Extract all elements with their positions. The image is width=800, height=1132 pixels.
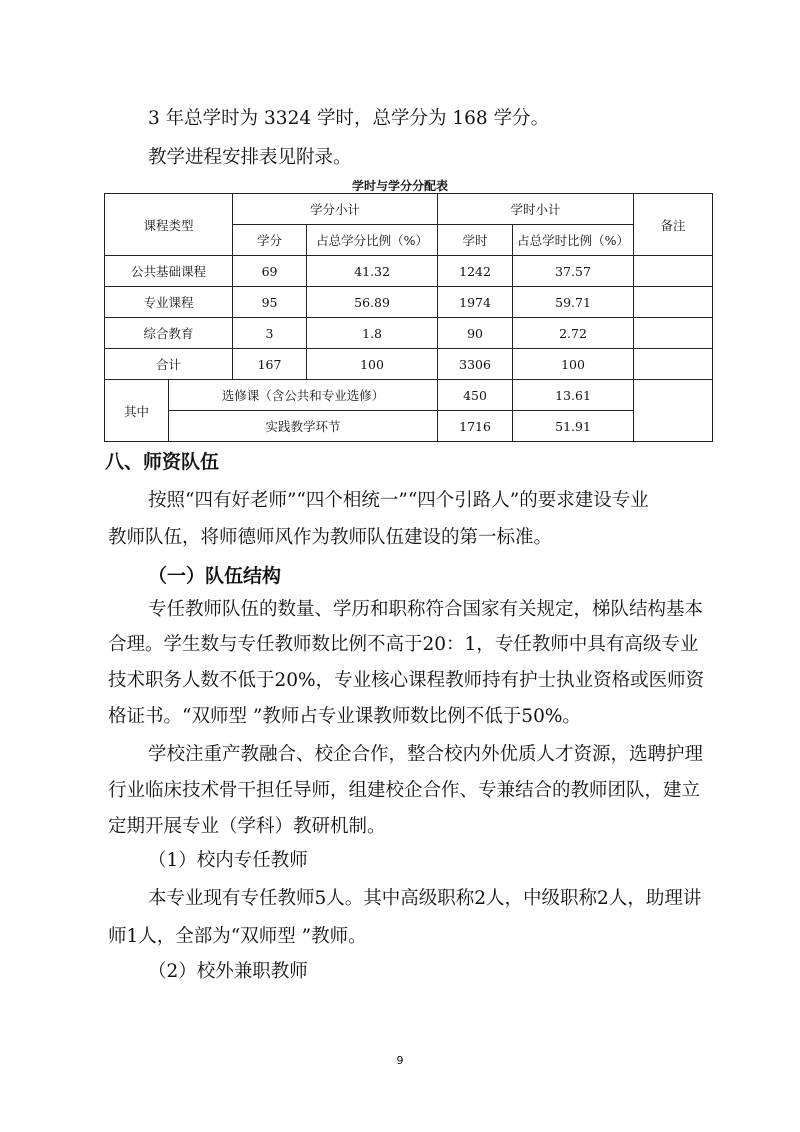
table-caption: 学时与学分分配表 — [351, 179, 448, 193]
item-1-line: 本专业现有专任教师5人。其中高级职称2人，中级职称2人，助理讲 — [148, 888, 702, 909]
among-item-label: 选修课（含公共和专业选修） — [169, 380, 438, 411]
paragraph-line: 格证书。“双师型 ”教师占专业课教师数比例不低于50%。 — [108, 706, 581, 727]
header-course-type: 课程类型 — [105, 194, 233, 256]
row-hours: 1242 — [438, 256, 513, 287]
among-item-ratio: 51.91 — [513, 411, 634, 442]
intro-line-1: 3 年总学时为 3324 学时，总学分为 168 学分。 — [148, 108, 550, 129]
row-remark — [634, 349, 713, 380]
row-credit-ratio: 41.32 — [307, 256, 438, 287]
row-type: 合计 — [105, 349, 233, 380]
row-hour-ratio: 100 — [513, 349, 634, 380]
row-remark — [634, 318, 713, 349]
among-remark — [634, 380, 713, 442]
paragraph-line: 学校注重产教融合、校企合作，整合校内外优质人才资源，选聘护理 — [148, 744, 704, 765]
among-item-label: 实践教学环节 — [169, 411, 438, 442]
row-type: 公共基础课程 — [105, 256, 233, 287]
row-remark — [634, 256, 713, 287]
row-credits: 167 — [233, 349, 307, 380]
sub-heading: （一）队伍结构 — [148, 565, 282, 587]
among-item-hours: 1716 — [438, 411, 513, 442]
table-row-among — [105, 380, 713, 411]
paragraph-line: 专任教师队伍的数量、学历和职称符合国家有关规定，梯队结构基本 — [148, 599, 704, 620]
table-row — [105, 287, 713, 318]
item-1-line: 师1人，全部为“双师型 ”教师。 — [108, 926, 367, 947]
header-hours: 学时 — [438, 225, 513, 256]
header-hour-subtotal: 学时小计 — [438, 194, 634, 225]
header-credit-subtotal: 学分小计 — [233, 194, 438, 225]
row-credits: 69 — [233, 256, 307, 287]
row-hours: 1974 — [438, 287, 513, 318]
among-item-hours: 450 — [438, 380, 513, 411]
paragraph-line: 定期开展专业（学科）教研机制。 — [108, 816, 386, 837]
among-item-ratio: 13.61 — [513, 380, 634, 411]
section-intro-line: 教师队伍，将师德师风作为教师队伍建设的第一标准。 — [108, 527, 553, 548]
header-credits: 学分 — [233, 225, 307, 256]
paragraph-line: 合理。学生数与专任教师数比例不高于20：1，专任教师中具有高级专业 — [108, 634, 699, 655]
paragraph-line: 技术职务人数不低于20%，专业核心课程教师持有护士执业资格或医师资 — [108, 670, 705, 691]
table-row — [105, 256, 713, 287]
row-type: 综合教育 — [105, 318, 233, 349]
section-heading: 八、师资队伍 — [105, 451, 220, 473]
row-credits: 3 — [233, 318, 307, 349]
row-credit-ratio: 1.8 — [307, 318, 438, 349]
row-remark — [634, 287, 713, 318]
header-remarks: 备注 — [634, 194, 713, 256]
table-row-among — [105, 411, 713, 442]
credit-hour-table — [104, 193, 713, 442]
row-type: 专业课程 — [105, 287, 233, 318]
row-hour-ratio: 59.71 — [513, 287, 634, 318]
header-credit-ratio: 占总学分比例（%） — [307, 225, 438, 256]
table-row-total — [105, 349, 713, 380]
row-hours: 3306 — [438, 349, 513, 380]
row-credit-ratio: 56.89 — [307, 287, 438, 318]
row-hour-ratio: 37.57 — [513, 256, 634, 287]
intro-line-2: 教学进程安排表见附录。 — [148, 147, 352, 168]
section-intro-line: 按照“四有好老师”“四个相统一”“四个引路人”的要求建设专业 — [148, 490, 649, 511]
row-credit-ratio: 100 — [307, 349, 438, 380]
among-label: 其中 — [105, 380, 169, 442]
row-credits: 95 — [233, 287, 307, 318]
item-2-title: （2）校外兼职教师 — [148, 961, 308, 982]
table-row — [105, 318, 713, 349]
row-hour-ratio: 2.72 — [513, 318, 634, 349]
row-hours: 90 — [438, 318, 513, 349]
paragraph-line: 行业临床技术骨干担任导师，组建校企合作、专兼结合的教师团队，建立 — [108, 780, 701, 801]
header-hour-ratio: 占总学时比例（%） — [513, 225, 634, 256]
item-1-title: （1）校内专任教师 — [148, 850, 308, 871]
page-number: 9 — [396, 1054, 404, 1067]
